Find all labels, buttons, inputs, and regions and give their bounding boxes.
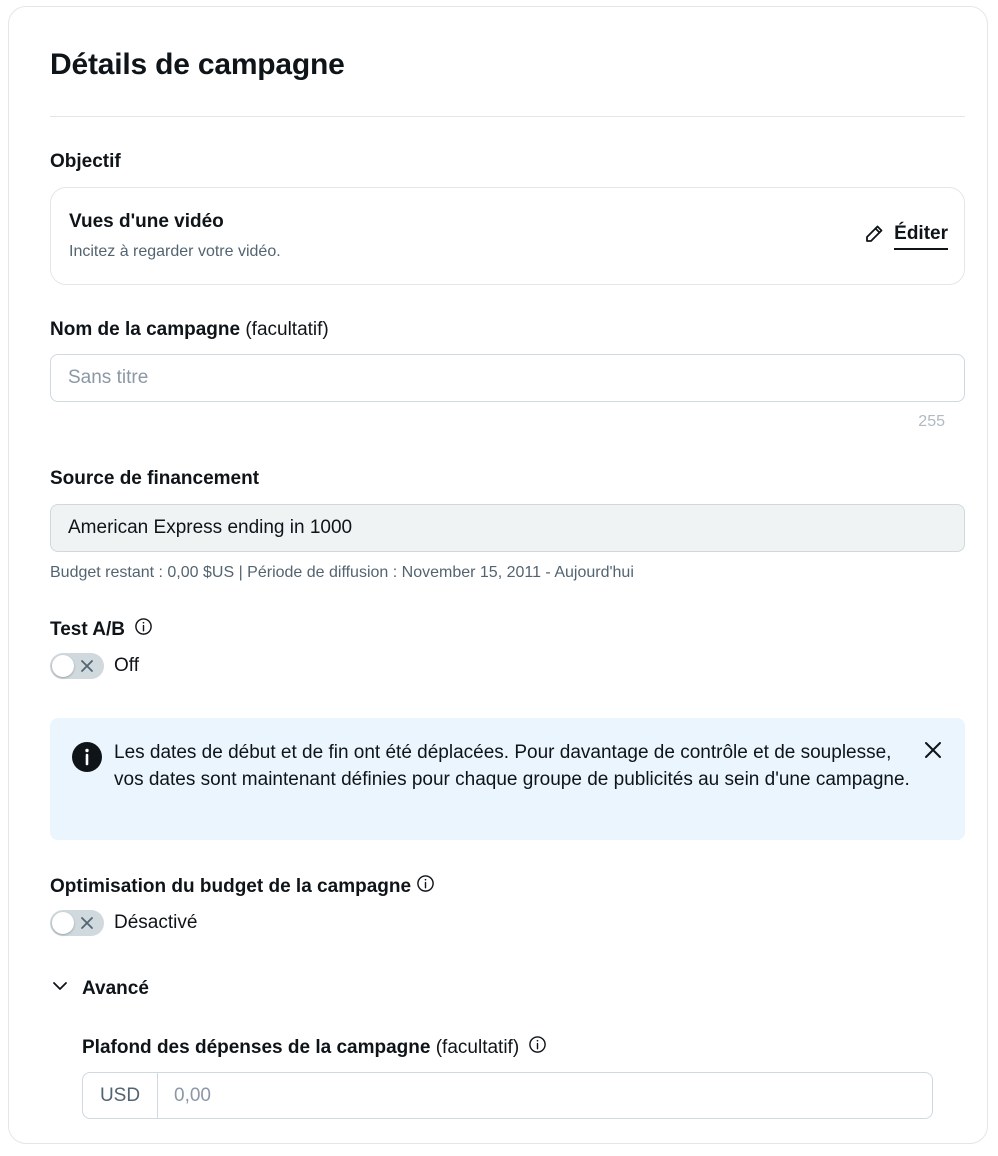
funding-source-field: American Express ending in 1000: [50, 504, 965, 552]
edit-objective-button[interactable]: [864, 222, 948, 250]
edit-label: Éditer: [894, 222, 948, 250]
info-banner: [50, 718, 965, 840]
character-counter: 255: [918, 413, 945, 430]
campaign-details-card: [8, 6, 988, 1144]
title-divider: [50, 116, 965, 117]
objective-name: Vues d'une vidéo: [69, 211, 224, 232]
close-banner-button[interactable]: [924, 741, 942, 764]
budget-optimization-label: [50, 874, 435, 900]
budget-optimization-toggle[interactable]: [50, 910, 104, 936]
page-title: Détails de campagne: [50, 48, 345, 81]
optional-tag: (facultatif): [245, 319, 329, 340]
pencil-icon: [864, 224, 884, 249]
toggle-knob: [52, 655, 74, 677]
ab-test-toggle[interactable]: [50, 653, 104, 679]
campaign-name-label: [50, 318, 329, 342]
funding-helper-text: Budget restant : 0,00 $US | Période de diffusion : November 15, 2011 - Aujourd'hui: [50, 564, 634, 581]
objective-card: [50, 187, 965, 285]
banner-message: Les dates de début et de fin ont été déplacées. Pour davantage de contrôle et de souplesse, vos dates sont maintenant définies pour chaque groupe de publicités au sein d'une campagne.: [114, 742, 910, 790]
campaign-name-input[interactable]: [68, 356, 947, 400]
ab-test-label-text: Test A/B: [50, 619, 125, 640]
info-icon[interactable]: [134, 617, 153, 643]
toggle-knob: [52, 912, 74, 934]
info-filled-icon: [72, 742, 102, 777]
ab-test-state: Off: [114, 655, 139, 676]
objective-label: Objectif: [50, 151, 121, 172]
spend-cap-label-text: Plafond des dépenses de la campagne: [82, 1037, 431, 1058]
close-icon: [80, 916, 94, 930]
currency-prefix: USD: [83, 1073, 158, 1118]
close-icon: [924, 741, 942, 759]
advanced-toggle[interactable]: [50, 976, 149, 1001]
funding-source-label: Source de financement: [50, 468, 260, 489]
objective-description: Incitez à regarder votre vidéo.: [69, 243, 281, 260]
budget-optimization-label-text: Optimisation du budget de la campagne: [50, 876, 412, 897]
chevron-down-icon: [50, 976, 70, 1001]
advanced-label: Avancé: [82, 977, 149, 999]
spend-cap-input[interactable]: 0,00: [174, 1085, 211, 1106]
ab-test-label: [50, 617, 153, 643]
budget-optimization-state: Désactivé: [114, 912, 198, 933]
spend-cap-field[interactable]: [82, 1072, 933, 1119]
info-icon[interactable]: [416, 874, 435, 900]
campaign-name-field[interactable]: [50, 354, 965, 402]
close-icon: [80, 659, 94, 673]
campaign-name-label-text: Nom de la campagne: [50, 319, 241, 340]
spend-cap-label: [82, 1035, 547, 1061]
optional-tag: (facultatif): [435, 1037, 520, 1058]
info-icon[interactable]: [528, 1035, 547, 1061]
